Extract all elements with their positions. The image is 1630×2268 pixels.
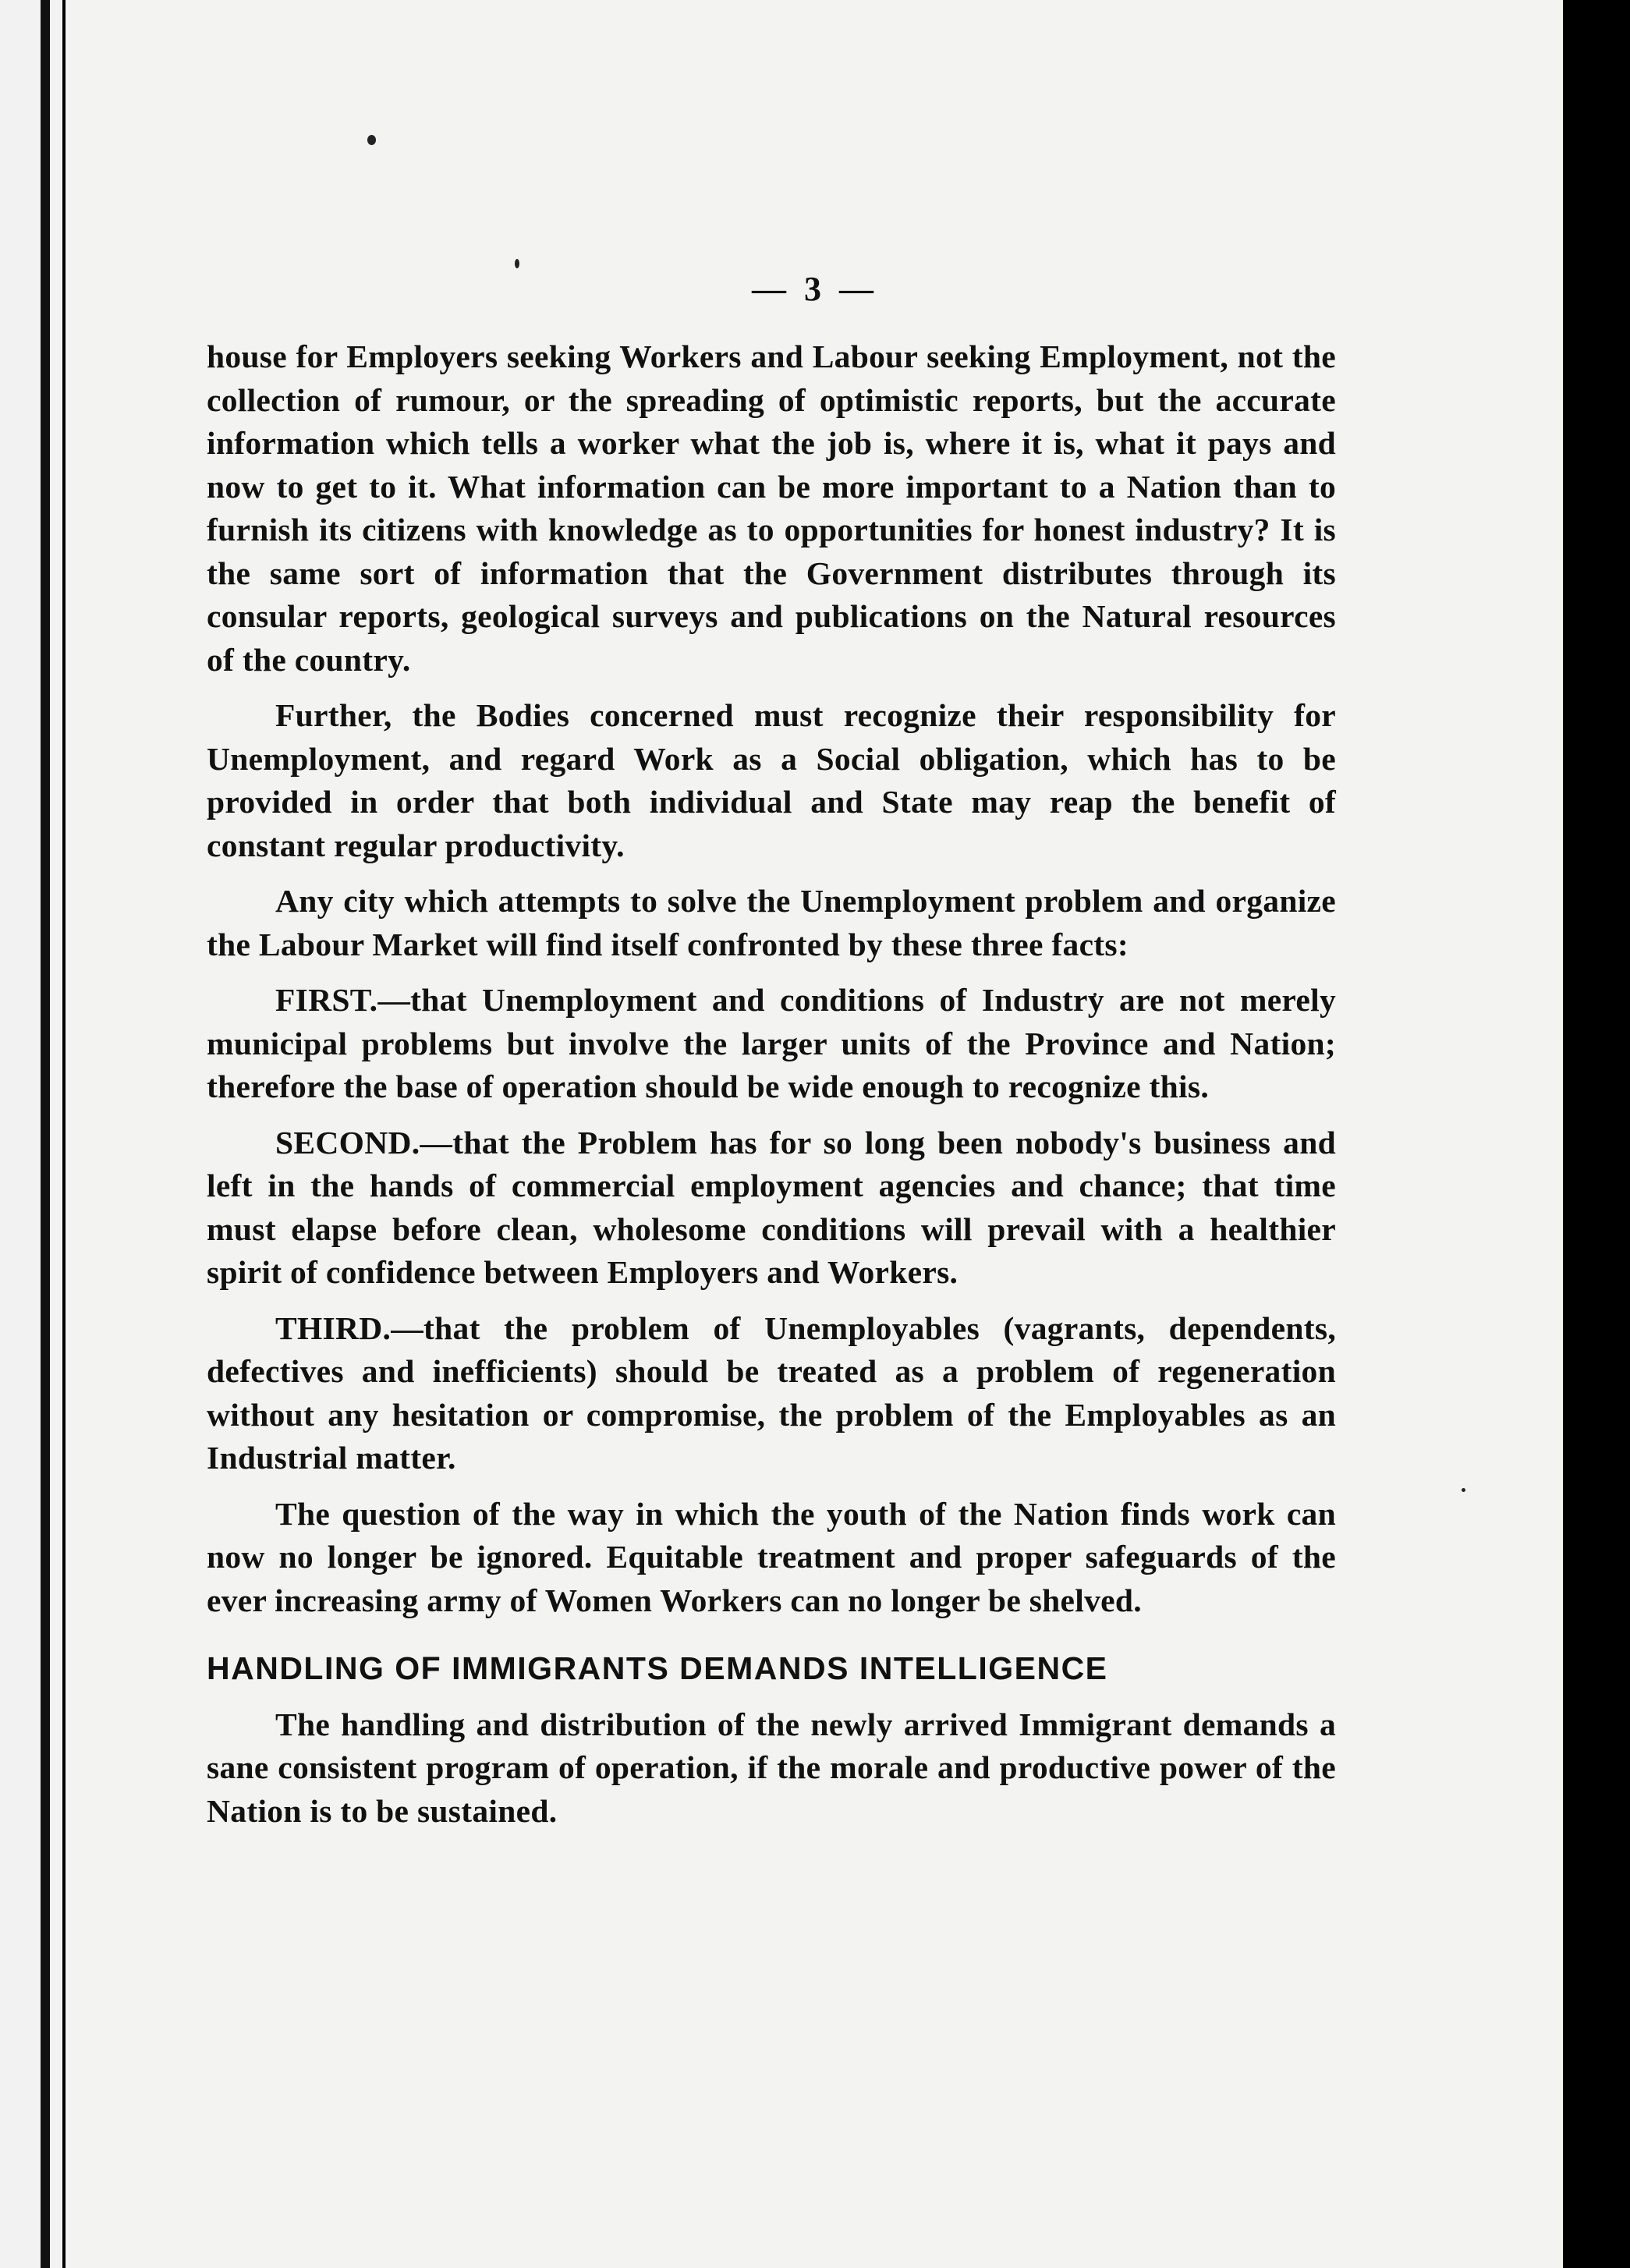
- paragraph-youth-women: The question of the way in which the youth of the Nation finds work can now no longer be ignored. Equitable treatment and proper safeguards of the ever increasing army of Women Workers can no longer be shelved.: [207, 1495, 1336, 1618]
- page-number: — 3 —: [752, 270, 878, 308]
- paragraph-third-fact: THIRD.—that the problem of Unemployables (vagrants, dependents, defectives and inefficients) should be treated as a problem of regeneration without any hesitation or compromise, the problem of the Employables as an Industrial matter.: [207, 1309, 1336, 1476]
- paragraph-second-fact: SECOND.—that the Problem has for so long been nobody's business and left in the hands of commercial employment agencies and chance; that time must elapse before clean, wholesome conditions will prevail with a healthier spirit of confidence between Employers and Workers.: [207, 1124, 1336, 1290]
- paragraph-continuation: house for Employers seeking Workers and Labour seeking Employment, not the collection of rumour, or the spreading of optimistic reports, but the accurate information which tells a worker what the job is, where it is, what it pays and now to get to it. What information can be more important to a Nation than to furnish its citizens with knowledge as to opportunities for honest industry? It is the same sort of information that the Government distributes through its consular reports, geological surveys and publications on the Natural resources of the country.: [207, 338, 1336, 678]
- binding-edge: [41, 0, 50, 2268]
- paragraph-responsibility: Further, the Bodies concerned must recognize their responsibility for Unemployment, and regard Work as a Social obligation, which has to be provided in order that both individual and State may reap the benefit of constant regular productivity.: [207, 697, 1336, 863]
- ink-speck: [1462, 1488, 1465, 1492]
- paragraph-immigrants: The handling and distribution of the newly arrived Immigrant demands a sane consistent program of operation, if the morale and productive power of the Nation is to be sustained.: [207, 1706, 1336, 1829]
- section-heading: HANDLING OF IMMIGRANTS DEMANDS INTELLIGENCE: [207, 1650, 1108, 1686]
- paragraph-three-facts: Any city which attempts to solve the Unemployment problem and organize the Labour Market will find itself confronted by these three facts:: [207, 883, 1336, 962]
- scan-right-margin: [1563, 0, 1630, 2268]
- ink-speck: [367, 135, 376, 145]
- ink-speck: [515, 259, 519, 268]
- paragraph-first-fact: FIRST.—that Unemployment and conditions of Industry are not merely municipal problems but involve the larger units of the Province and Nation; therefore the base of operation should be wide enough to recognize this.: [207, 982, 1336, 1104]
- left-page-edge: [0, 0, 62, 2268]
- body-text: [207, 335, 1336, 1845]
